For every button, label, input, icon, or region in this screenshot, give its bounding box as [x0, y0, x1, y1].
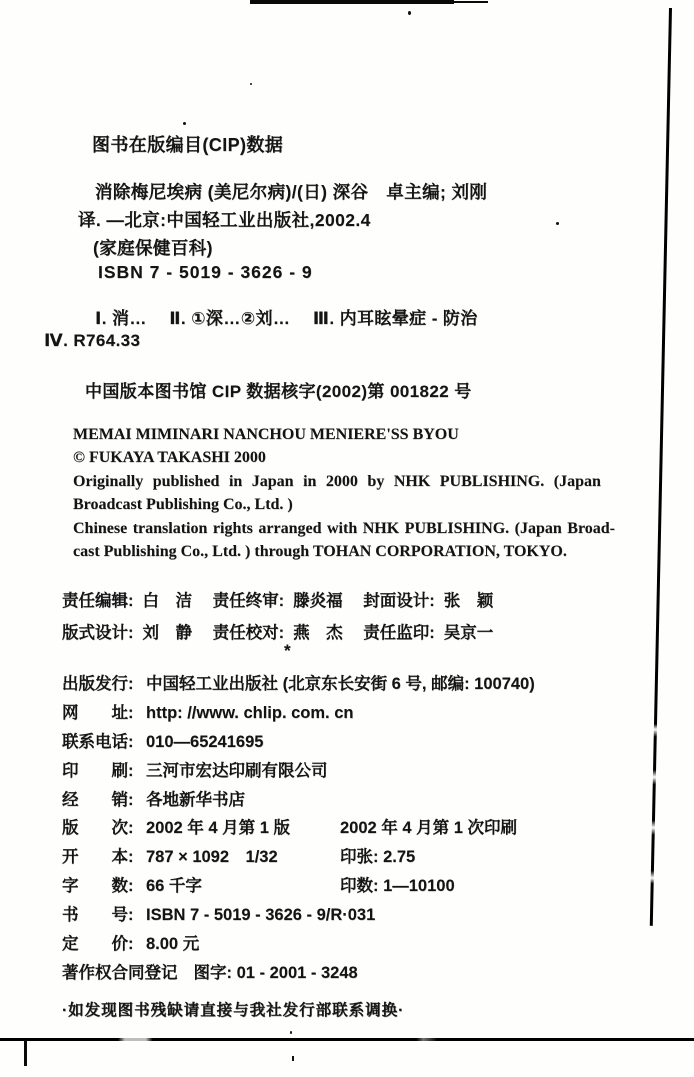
cip-entry-line-1: 消除梅尼埃病 (美尼尔病)/(日) 深谷 卓主编; 刘刚 — [95, 182, 488, 202]
original-title-romaji: MEMAI MIMINARI NANCHOU MENIERE'SS BYOU — [73, 426, 459, 443]
credit-label: 封面设计: — [363, 592, 435, 610]
credit-value: 吴京一 — [443, 624, 494, 642]
credit-final-reviewer — [213, 592, 343, 610]
credit-label: 版式设计: — [62, 624, 134, 642]
pub-label: 联系电话: — [62, 732, 134, 751]
pub-value-2: 印张: 2.75 — [340, 848, 416, 867]
copyright-holder: © FUKAYA TAKASHI 2000 — [73, 449, 266, 467]
scan-speck — [556, 222, 559, 225]
scan-speck — [183, 122, 186, 125]
credit-value: 燕 杰 — [293, 624, 343, 642]
pub-row-website — [62, 699, 535, 728]
pub-row-format — [62, 843, 535, 872]
credit-label: 责任终审: — [212, 592, 285, 610]
pub-label: 经 销: — [62, 790, 134, 809]
credits-row-1 — [62, 587, 509, 611]
pub-value: 66 千字 — [146, 877, 202, 896]
pub-label: 书 号: — [62, 906, 134, 925]
translation-rights-line-1: Chinese translation rights arranged with NHK PUBLISHING. (Japan Broad- — [73, 519, 615, 537]
publication-info-block — [62, 670, 535, 988]
pub-row-distributor — [62, 786, 535, 815]
credit-editor — [62, 592, 192, 610]
credit-print-supervisor — [363, 624, 493, 642]
pub-label: 出版发行: — [62, 675, 134, 693]
cip-isbn: ISBN 7 - 5019 - 3626 - 9 — [98, 262, 313, 282]
pub-value: 010—65241695 — [146, 732, 264, 751]
scan-artifact-top-bar-thin — [452, 1, 488, 3]
pub-value: 8.00 元 — [146, 935, 200, 954]
cip-record-number: 中国版本图书馆 CIP 数据核字(2002)第 001822 号 — [85, 382, 472, 401]
pub-label: 字 数: — [62, 877, 134, 896]
credit-label: 责任校对: — [212, 624, 285, 642]
pub-value-2: 印数: 1—10100 — [340, 877, 455, 896]
pub-row-publisher — [62, 670, 535, 699]
cip-series-title: (家庭保健百科) — [93, 238, 213, 258]
credit-layout-designer — [62, 624, 192, 642]
credit-value: 滕炎福 — [293, 592, 343, 610]
pub-label: 开 本: — [62, 848, 134, 867]
pub-label: 印 刷: — [62, 761, 134, 780]
credit-value: 张 颖 — [443, 592, 494, 610]
scan-artifact-bottom-tick — [24, 1040, 27, 1066]
translation-rights-line-2: cast Publishing Co., Ltd. ) through TOHAN CORPORATION, TOKYO. — [73, 543, 567, 561]
pub-value: ISBN 7 - 5019 - 3626 - 9/R·031 — [146, 906, 376, 925]
cip-entry-line-2: 译. —北京:中国轻工业出版社,2002.4 — [78, 210, 371, 230]
section-separator-asterisk: * — [284, 641, 292, 660]
pub-row-book-number — [62, 901, 535, 930]
pub-label: 版 次: — [62, 819, 134, 838]
pub-row-wordcount — [62, 872, 535, 901]
pub-value-2: 2002 年 4 月第 1 次印刷 — [340, 819, 517, 838]
credit-label: 责任监印: — [363, 624, 435, 642]
pub-label: 网 址: — [62, 703, 134, 722]
copyright-notice-block — [73, 423, 615, 563]
pub-row-phone — [62, 728, 535, 757]
credit-proofreader — [213, 624, 343, 642]
credits-row-2 — [62, 619, 509, 643]
pub-value website-url: http: //www. chlip. com. cn — [146, 703, 354, 722]
credit-value: 刘 静 — [142, 624, 192, 642]
pub-row-edition — [62, 814, 535, 843]
pub-value: 2002 年 4 月第 1 版 — [146, 819, 290, 838]
pub-value: 三河市宏达印刷有限公司 — [146, 761, 328, 780]
credit-value: 白 洁 — [142, 592, 192, 610]
original-publisher-line-1: Originally published in Japan in 2000 by NHK PUBLISHING. (Japan — [73, 472, 601, 490]
pub-row-printer — [62, 757, 535, 786]
scan-speck — [408, 11, 411, 15]
scan-artifact-bottom-rule — [0, 1038, 694, 1041]
pub-value: 各地新华书店 — [146, 790, 245, 809]
defect-exchange-notice: ·如发现图书残缺请直接与我社发行部联系调换· — [62, 1002, 405, 1019]
cip-heading: 图书在版编目(CIP)数据 — [92, 135, 284, 155]
cip-classification-line-2: Ⅳ. R764.33 — [44, 331, 141, 350]
scan-artifact-right-edge-line — [650, 8, 672, 926]
scan-speck — [290, 1031, 292, 1034]
scan-speck — [292, 1056, 294, 1061]
pub-label: 定 价: — [62, 935, 134, 954]
scan-artifact-top-bar — [250, 0, 454, 4]
pub-value: 中国轻工业出版社 (北京东长安街 6 号, 邮编: 100740) — [146, 675, 535, 693]
pub-label: 著作权合同登记 — [62, 963, 178, 982]
pub-value: 787 × 1092 1/32 — [146, 848, 278, 867]
pub-row-copyright-registry — [62, 959, 535, 988]
original-publisher-line-2: Broadcast Publishing Co., Ltd. ) — [73, 496, 293, 514]
credit-label: 责任编辑: — [62, 592, 134, 610]
pub-value: 图字: 01 - 2001 - 3248 — [193, 963, 358, 982]
cip-classification-line-1: Ⅰ. 消… Ⅱ. ①深…②刘… Ⅲ. 内耳眩晕症 - 防治 — [95, 309, 478, 328]
pub-row-price — [62, 930, 535, 959]
credit-cover-designer — [363, 592, 493, 610]
scan-speck — [250, 83, 252, 85]
